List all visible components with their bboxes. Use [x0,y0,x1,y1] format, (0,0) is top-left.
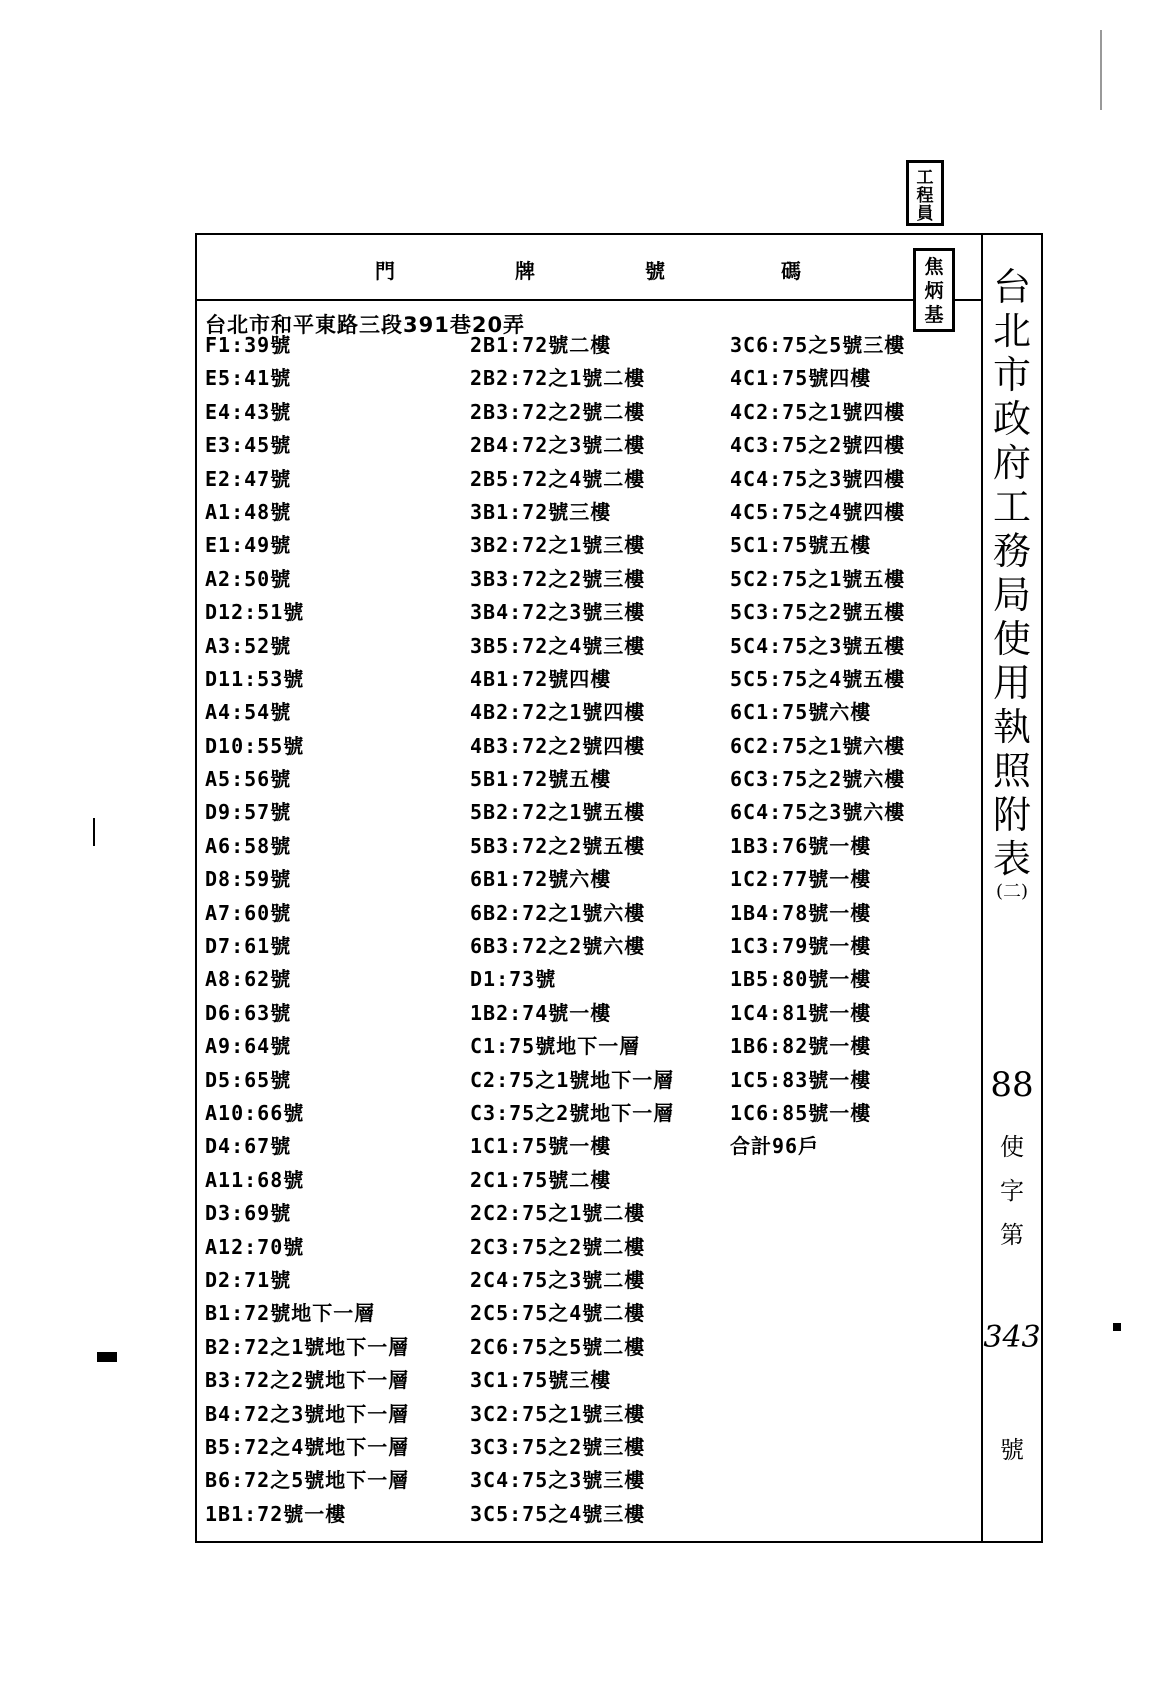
address-entry: 5C1:75號五樓 [730,533,872,558]
document-frame [195,233,1043,1543]
address-entry: 6C4:75之3號六樓 [730,800,906,825]
address-entry: 2C5:75之4號二樓 [470,1301,646,1326]
address-entry: 5C3:75之2號五樓 [730,600,906,625]
address-entry: 1C4:81號一樓 [730,1000,872,1025]
address-entry: 4C1:75號四樓 [730,366,872,391]
address-entry: A1:48號 [205,499,292,524]
address-entry: 2C2:75之1號二樓 [470,1201,646,1226]
side-title-char: 務 [992,529,1031,573]
address-entry: 2B1:72號二樓 [470,333,612,357]
side-title [983,265,1041,903]
address-entry: F1:39號 [205,333,292,357]
address-entry: A9:64號 [205,1034,292,1059]
address-entry: 3B2:72之1號三樓 [470,533,646,558]
address-entry: A11:68號 [205,1167,305,1192]
address-entry: 4B1:72號四樓 [470,666,612,691]
address-entry: 5C4:75之3號五樓 [730,633,906,658]
address-entry: 4B3:72之2號四樓 [470,733,646,758]
address-entry: 1C3:79號一樓 [730,934,872,959]
side-title-char: 使 [992,617,1031,661]
header-char: 牌 [515,259,535,283]
address-entry: D3:69號 [205,1201,292,1226]
address-entry: C1:75號地下一層 [470,1034,641,1059]
address-entry: E5:41號 [205,366,292,391]
permit-char: 使 [1000,1133,1024,1161]
side-title-char: 表 [992,837,1031,881]
address-column-3 [730,329,905,1164]
address-entry: 1B1:72號一樓 [205,1501,347,1526]
address-entry: B3:72之2號地下一層 [205,1368,410,1393]
address-entry: 6B1:72號六樓 [470,867,612,892]
address-entry: 3C2:75之1號三樓 [470,1401,646,1426]
address-column-1 [205,329,409,1531]
side-title-char: 用 [992,661,1031,705]
side-title-char: 附 [992,793,1031,837]
address-entry: 5C2:75之1號五樓 [730,566,906,591]
address-entry: 1C2:77號一樓 [730,867,872,892]
address-entry: A10:66號 [205,1100,305,1125]
side-title-char: 工 [992,485,1031,529]
address-entry: 2B3:72之2號二樓 [470,399,646,424]
address-entry: 4C4:75之3號四樓 [730,466,906,491]
side-panel [983,235,1041,1541]
address-entry: 2B5:72之4號二樓 [470,466,646,491]
address-entry: 1C5:83號一樓 [730,1067,872,1092]
side-title-char: 照 [992,749,1031,793]
address-entry: A3:52號 [205,633,292,658]
address-entry: B4:72之3號地下一層 [205,1401,410,1426]
address-entry: 6C3:75之2號六樓 [730,767,906,792]
address-entry: 2C6:75之5號二樓 [470,1334,646,1359]
permit-number: 343 [983,1320,1041,1355]
scan-speck [1113,1323,1121,1331]
address-entry: 2C1:75號二樓 [470,1167,612,1192]
address-entry: 3C3:75之2號三樓 [470,1434,646,1459]
scan-speck [1100,30,1102,110]
address-entry: 1C6:85號一樓 [730,1100,872,1125]
address-entry: 5B3:72之2號五樓 [470,833,646,858]
address-entry: C2:75之1號地下一層 [470,1067,675,1092]
address-entry: 4C3:75之2號四樓 [730,433,906,458]
address-entry: 5B1:72號五樓 [470,767,612,792]
address-entry: D10:55號 [205,733,305,758]
address-entry: 3B4:72之3號三樓 [470,600,646,625]
address-entry: 6B2:72之1號六樓 [470,900,646,925]
address-entry: 1B6:82號一樓 [730,1034,872,1059]
address-entry: D5:65號 [205,1067,292,1092]
address-entry: E4:43號 [205,399,292,424]
permit-char: 第 [1000,1221,1024,1249]
address-entry: A12:70號 [205,1234,305,1259]
address-entry: 5B2:72之1號五樓 [470,800,646,825]
address-entry: D4:67號 [205,1134,292,1159]
address-entry: 3B3:72之2號三樓 [470,566,646,591]
address-entry: A4:54號 [205,700,292,725]
scan-speck [97,1352,117,1362]
address-entry: 3B1:72號三樓 [470,499,612,524]
address-entry: 3C1:75號三樓 [470,1368,612,1393]
stamp-signature: 焦炳基 [913,248,955,332]
permit-char: 字 [1000,1177,1024,1205]
address-entry: B1:72號地下一層 [205,1301,376,1326]
address-entry: 3B5:72之4號三樓 [470,633,646,658]
address-entry: D8:59號 [205,867,292,892]
address-entry: D12:51號 [205,600,305,625]
address-entry: C3:75之2號地下一層 [470,1100,675,1125]
address-entry: A8:62號 [205,967,292,992]
permit-hao: 號 [1000,1436,1024,1464]
address-entry: 3C4:75之3號三樓 [470,1468,646,1493]
address-entry: 2C4:75之3號二樓 [470,1267,646,1292]
address-entry: D6:63號 [205,1000,292,1025]
permit-label [983,1125,1041,1257]
address-entry: A5:56號 [205,767,292,792]
address-entry: 1B3:76號一樓 [730,833,872,858]
address-entry: 3C5:75之4號三樓 [470,1501,646,1526]
address-entry: 1B2:74號一樓 [470,1000,612,1025]
side-title-char: 政 [992,397,1031,441]
address-entry: B2:72之1號地下一層 [205,1334,410,1359]
address-entry: 5C5:75之4號五樓 [730,666,906,691]
address-entry: D1:73號 [470,967,557,992]
side-title-char: 執 [992,705,1031,749]
address-entry: 1C1:75號一樓 [470,1134,612,1159]
side-title-char: 府 [992,441,1031,485]
address-entry: 3C6:75之5號三樓 [730,333,906,357]
address-entry: D7:61號 [205,934,292,959]
address-entry: 4C2:75之1號四樓 [730,399,906,424]
address-entry: 4B2:72之1號四樓 [470,700,646,725]
address-entry: E2:47號 [205,466,292,491]
address-entry: 4C5:75之4號四樓 [730,499,906,524]
side-title-char: 台 [992,265,1031,309]
address-entry: A2:50號 [205,566,292,591]
side-title-char: 市 [992,353,1031,397]
address-entry: D2:71號 [205,1267,292,1292]
address-table [197,235,983,1541]
street-address: 台北市和平東路三段391巷20弄 [205,313,526,337]
address-column-2 [470,329,674,1531]
address-entry: 1B5:80號一樓 [730,967,872,992]
address-entry: 6C1:75號六樓 [730,700,872,725]
address-entry: 6B3:72之2號六樓 [470,934,646,959]
address-entry: 合計96戶 [730,1134,820,1159]
scan-speck [93,818,95,846]
address-entry: D9:57號 [205,800,292,825]
address-entry: E3:45號 [205,433,292,458]
address-entry: A6:58號 [205,833,292,858]
side-title-char: 局 [992,573,1031,617]
side-title-char: 北 [992,309,1031,353]
address-entry: 6C2:75之1號六樓 [730,733,906,758]
stamp-engineer: 工程員 [906,160,944,226]
address-entry: 2C3:75之2號二樓 [470,1234,646,1259]
table-header [197,235,981,301]
address-entry: B6:72之5號地下一層 [205,1468,410,1493]
header-char: 門 [375,259,395,283]
permit-year: 88 [990,1065,1034,1105]
side-title-suffix: (二) [995,881,1029,902]
header-char: 碼 [781,259,801,283]
address-entry: E1:49號 [205,533,292,558]
address-entry: 2B2:72之1號二樓 [470,366,646,391]
header-char: 號 [645,259,665,283]
address-entry: D11:53號 [205,666,305,691]
address-entry: 2B4:72之3號二樓 [470,433,646,458]
address-entry: B5:72之4號地下一層 [205,1434,410,1459]
address-entry: 1B4:78號一樓 [730,900,872,925]
address-entry: A7:60號 [205,900,292,925]
